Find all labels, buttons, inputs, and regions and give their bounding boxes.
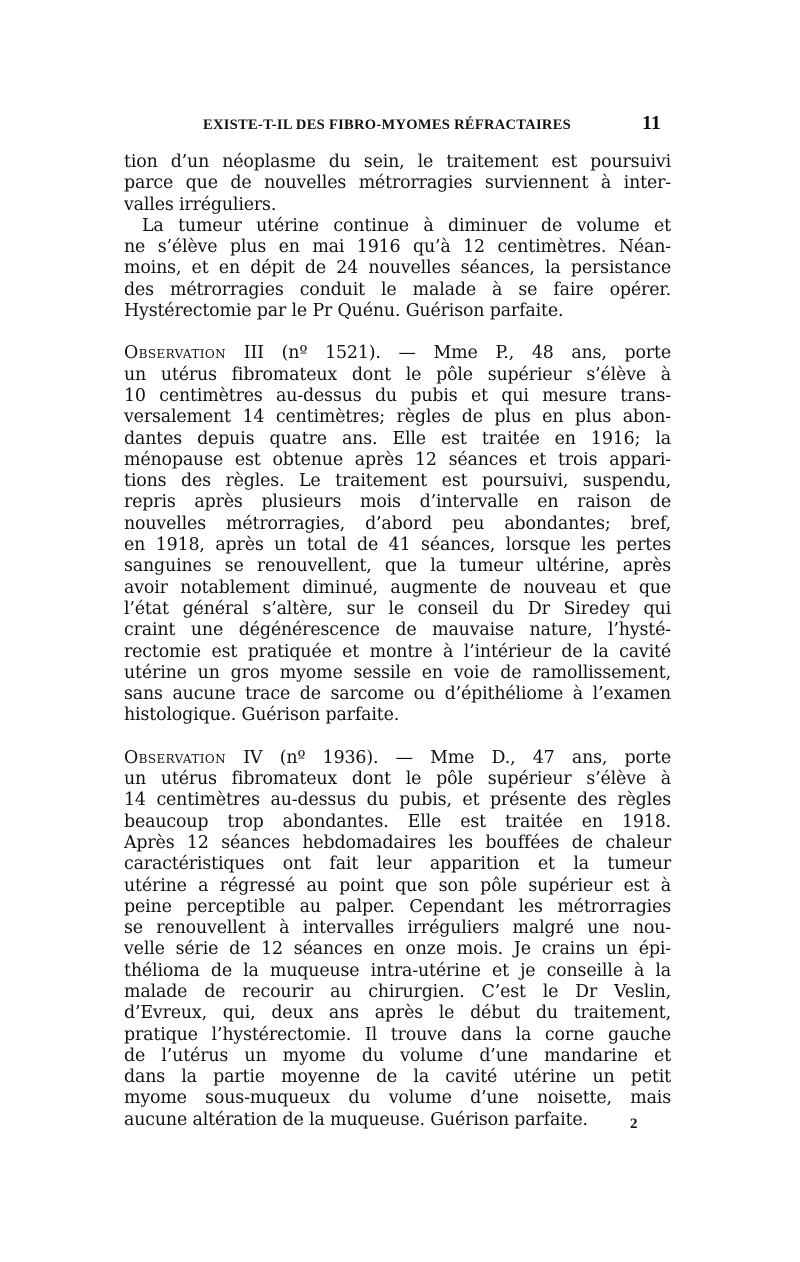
observation-heading-text: III (nº 1521). — Mme P., 48 ans, porte xyxy=(226,343,671,364)
text-line: velle série de 12 séances en onze mois. Je crains un épi- xyxy=(124,939,671,960)
text-line: un utérus fibromateux dont le pôle supérieur s’élève à xyxy=(124,769,671,790)
running-title: EXISTE-T-IL DES FIBRO-MYOMES RÉFRACTAIRES xyxy=(203,117,572,133)
text-line: craint une dégénérescence de mauvaise nature, l’hysté- xyxy=(124,620,671,641)
page-number: 11 xyxy=(642,112,661,134)
text-line xyxy=(124,748,671,769)
observation-heading-text: IV (nº 1936). — Mme D., 47 ans, porte xyxy=(226,747,671,768)
paragraph-tumor-evolution xyxy=(124,216,671,322)
text-line: thélioma de la muqueuse intra-utérine et je conseille à la xyxy=(124,960,671,981)
text-line: La tumeur utérine continue à diminuer de volume et xyxy=(142,215,671,236)
text-line: dans la partie moyenne de la cavité utérine un petit xyxy=(124,1067,671,1088)
observation-lead: Observation xyxy=(124,343,227,364)
text-line: 14 centimètres au-dessus du pubis, et présente des règles xyxy=(124,790,671,811)
paragraph-spacer xyxy=(124,322,671,343)
text-line: valles irréguliers. xyxy=(124,194,277,215)
text-line: rectomie est pratiquée et montre à l’intérieur de la cavité xyxy=(124,641,671,662)
text-line: repris après plusieurs mois d’intervalle en raison de xyxy=(124,492,671,513)
text-line: se renouvellent à intervalles irréguliers malgré une nou- xyxy=(124,918,671,939)
text-line: d’Evreux, qui, deux ans après le début du traitement, xyxy=(124,1003,671,1024)
text-line: peine perceptible au palper. Cependant les métrorragies xyxy=(124,896,671,917)
paragraph-continuation xyxy=(124,152,671,216)
text-line: versalement 14 centimètres; règles de plus en plus abon- xyxy=(124,407,671,428)
text-line: nouvelles métrorragies, d’abord peu abondantes; bref, xyxy=(124,513,671,534)
text-line: moins, et en dépit de 24 nouvelles séances, la persistance xyxy=(124,258,671,279)
text-line: myome sous-muqueux du volume d’une noisette, mais xyxy=(124,1088,671,1109)
text-line: des métrorragies conduit le malade à se faire opérer. xyxy=(124,279,671,300)
text-line: de l’utérus un myome du volume d’une mandarine et xyxy=(124,1045,671,1066)
text-line: sanguines se renouvellent, que la tumeur ultérine, après xyxy=(124,556,671,577)
text-line: histologique. Guérison parfaite. xyxy=(124,705,400,726)
text-line: utérine a régressé au point que son pôle supérieur est à xyxy=(124,875,671,896)
text-line: 10 centimètres au-dessus du pubis et qui mesure trans- xyxy=(124,385,671,406)
text-line: ménopause est obtenue après 12 séances et trois appari- xyxy=(124,449,671,470)
paragraph-spacer xyxy=(124,727,671,748)
text-line: en 1918, après un total de 41 séances, lorsque les pertes xyxy=(124,535,671,556)
text-line: utérine un gros myome sessile en voie de ramollissement, xyxy=(124,662,671,683)
text-line: avoir notablement diminué, augmente de nouveau et que xyxy=(124,577,671,598)
text-line: pratique l’hystérectomie. Il trouve dans la corne gauche xyxy=(124,1024,671,1045)
text-line: malade de recourir au chirurgien. C’est le Dr Veslin, xyxy=(124,981,671,1002)
text-line: caractéristiques ont fait leur apparition et la tumeur xyxy=(124,854,671,875)
text-line: beaucoup trop abondantes. Elle est traitée en 1918. xyxy=(124,811,671,832)
text-line: l’état général s’altère, sur le conseil du Dr Siredey qui xyxy=(124,598,671,619)
text-line: parce que de nouvelles métrorragies surviennent à inter- xyxy=(124,173,671,194)
text-line xyxy=(124,343,671,364)
text-line: ne s’élève plus en mai 1916 qu’à 12 centimètres. Néan- xyxy=(124,237,671,258)
text-line: dantes depuis quatre ans. Elle est traitée en 1916; la xyxy=(124,428,671,449)
signature-mark: 2 xyxy=(630,1116,638,1132)
text-line: tions des règles. Le traitement est poursuivi, suspendu, xyxy=(124,471,671,492)
observation-lead: Observation xyxy=(124,747,227,768)
body-text xyxy=(124,152,671,1131)
observation-iii xyxy=(124,343,671,726)
text-line: tion d’un néoplasme du sein, le traitement est poursuivi xyxy=(124,152,671,172)
text-line: Après 12 séances hebdomadaires les bouffées de chaleur xyxy=(124,832,671,853)
text-line: Hystérectomie par le Pr Quénu. Guérison parfaite. xyxy=(124,301,564,322)
text-line: aucune altération de la muqueuse. Guérison parfaite. xyxy=(124,1109,588,1130)
text-line: sans aucune trace de sarcome ou d’épithéliome à l’examen xyxy=(124,684,671,705)
text-line: un utérus fibromateux dont le pôle supérieur s’élève à xyxy=(124,364,671,385)
observation-iv xyxy=(124,748,671,1131)
